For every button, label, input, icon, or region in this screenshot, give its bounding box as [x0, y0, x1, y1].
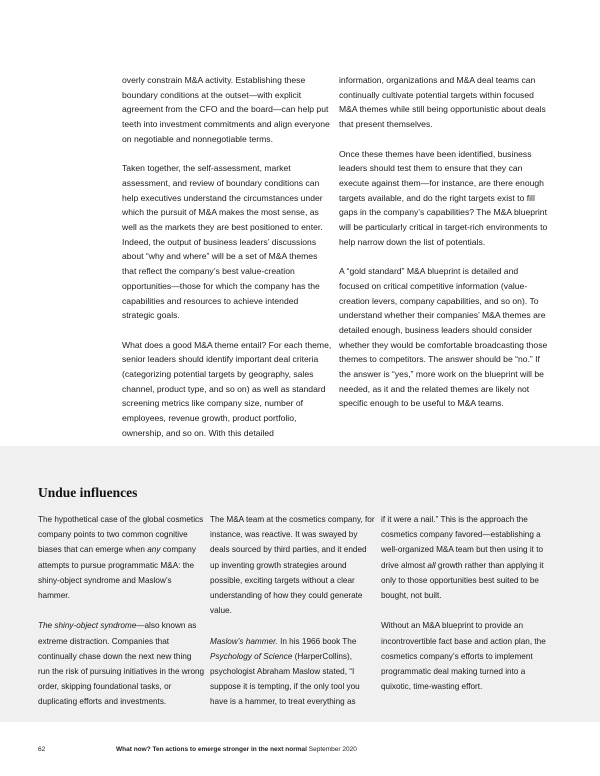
paragraph: Once these themes have been identified, business leaders should test them to ensure that they can execute against them—for instance, are there enough targets available, and do the right targets exist to fill gaps in the company’s capabilities? The M&A blueprint will be particularly critical in target-rich environments to help narrow down the list of potentials.	[339, 148, 548, 247]
main-column-right	[339, 73, 549, 411]
paragraph: information, organizations and M&A deal teams can continually cultivate potential targets within focused M&A themes while still being opportunistic about deals that present themselves.	[339, 75, 546, 130]
paragraph: The M&A team at the cosmetics company, for instance, was reactive. It was swayed by deals sourced by third parties, and it ended up inventing growth strategies around possible, exciting targets without a clear understanding of how they could generate value.	[210, 515, 375, 616]
sidebar-column-1	[38, 512, 205, 710]
paragraph: overly constrain M&A activity. Establishing these boundary conditions at the outset—with explicit agreement from the CFO and the board—can help put teeth into investment commitments and align everyone on negotiable and nonnegotiable terms.	[122, 75, 330, 144]
paragraph: What does a good M&A theme entail? For each theme, senior leaders should identify important deal criteria (categorizing potential targets by geography, sales channel, product type, and so on) as well as standard screening metrics like company size, number of employees, revenue growth, product portfolio, ownership, and so on. With this detailed	[122, 339, 332, 438]
paragraph: The shiny-object syndrome—also known as extreme distraction. Companies that continually chase down the next new thing run the risk of pursuing initiatives in the wrong order, skipping foundational tasks, or duplicating efforts and investments.	[38, 621, 205, 707]
sidebar-heading: Undue influences	[38, 485, 138, 500]
main-column-left	[122, 73, 332, 441]
lead-term: The shiny-object syndrome	[38, 621, 137, 631]
paragraph: The hypothetical case of the global cosmetics company points to two common cognitive biases that can emerge when any company attempts to pursue programmatic M&A: the shiny-object syndrome and Maslow’s hammer.	[38, 515, 204, 601]
paragraph: Without an M&A blueprint to provide an incontrovertible fact base and action plan, the cosmetics company’s efforts to implement programmatic deal making turned into a quixotic, time-wasting effort.	[381, 621, 546, 692]
paragraph: if it were a nail.” This is the approach the cosmetics company favored—establishing a well-organized M&A team but then using it to drive almost all growth rather than applying it only to those opportunities best suited to be bought, not built.	[381, 515, 544, 601]
sidebar-column-2	[210, 512, 377, 710]
footer	[38, 746, 357, 753]
paragraph: Taken together, the self-assessment, market assessment, and review of boundary conditions can help executives understand the circumstances under which the pursuit of M&A makes the most sense, as well as the markets they are best positioned to enter. Indeed, the output of business leaders’ discussions about “why and where” will be a set of M&A themes that reflect the company’s best value-creation opportunities—those for which the company has the capabilities and resources to achieve intended strategic goals.	[122, 163, 323, 321]
page-number: 62	[38, 746, 46, 753]
paragraph: Maslow’s hammer. In his 1966 book The Psychology of Science (HarperCollins), psychologist Abraham Maslow stated, “I suppose it is tempting, if the only tool you have is a hammer, to treat everything as	[210, 636, 360, 707]
paragraph: A “gold standard” M&A blueprint is detailed and focused on critical competitive information (value-creation levers, company capabilities, and so on). To understand whether their companies’ M&A themes are detailed enough, business leaders should consider whether they would be comfortable broadcasting those themes to competitors. The answer should be “no.” If the answer is “yes,” more work on the blueprint will be needed, as it and the related themes are likely not specific enough to be useful to M&A teams.	[339, 266, 548, 409]
publication-date: September 2020	[308, 746, 357, 753]
book-title: Psychology of Science	[210, 651, 293, 661]
sidebar-column-3	[381, 512, 548, 694]
publication-title: What now? Ten actions to emerge stronger in the next normal	[116, 746, 307, 753]
lead-term: Maslow’s hammer.	[210, 636, 278, 646]
